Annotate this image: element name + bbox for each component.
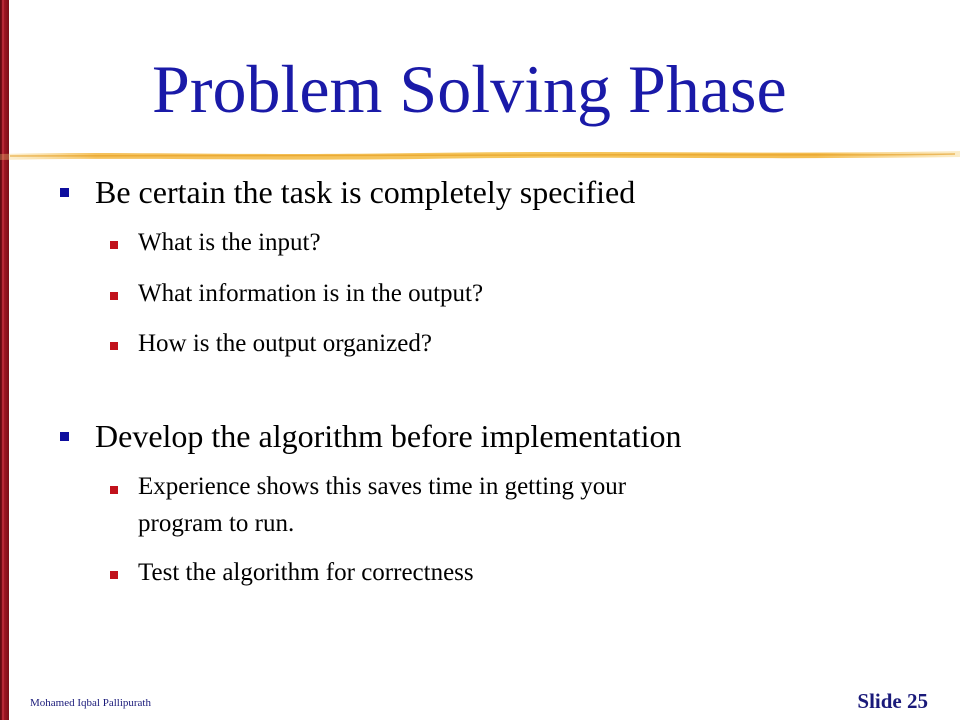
- bullet-level2: How is the output organized?: [138, 330, 432, 357]
- bullet-level1: Develop the algorithm before implementation: [95, 418, 682, 454]
- bullet-square-icon: [110, 342, 118, 350]
- bullet-square-icon: [110, 241, 118, 249]
- bullet-square-icon: [110, 292, 118, 300]
- bullet-level2-continuation: program to run.: [138, 510, 295, 537]
- slide-title: Problem Solving Phase: [152, 51, 787, 127]
- bullet-level2: Experience shows this saves time in getting your: [138, 473, 627, 500]
- bullet-level2: Test the algorithm for correctness: [138, 559, 474, 586]
- bullet-square-icon: [60, 432, 69, 441]
- bullet-level2: What information is in the output?: [138, 280, 484, 307]
- bullet-level1: Be certain the task is completely specified: [95, 174, 636, 210]
- footer-author: Mohamed Iqbal Pallipurath: [30, 697, 151, 709]
- bullet-square-icon: [110, 571, 118, 579]
- bullet-level2: What is the input?: [138, 229, 321, 256]
- bullet-square-icon: [110, 486, 118, 494]
- slide-number: Slide 25: [857, 689, 928, 713]
- bullet-square-icon: [60, 188, 69, 197]
